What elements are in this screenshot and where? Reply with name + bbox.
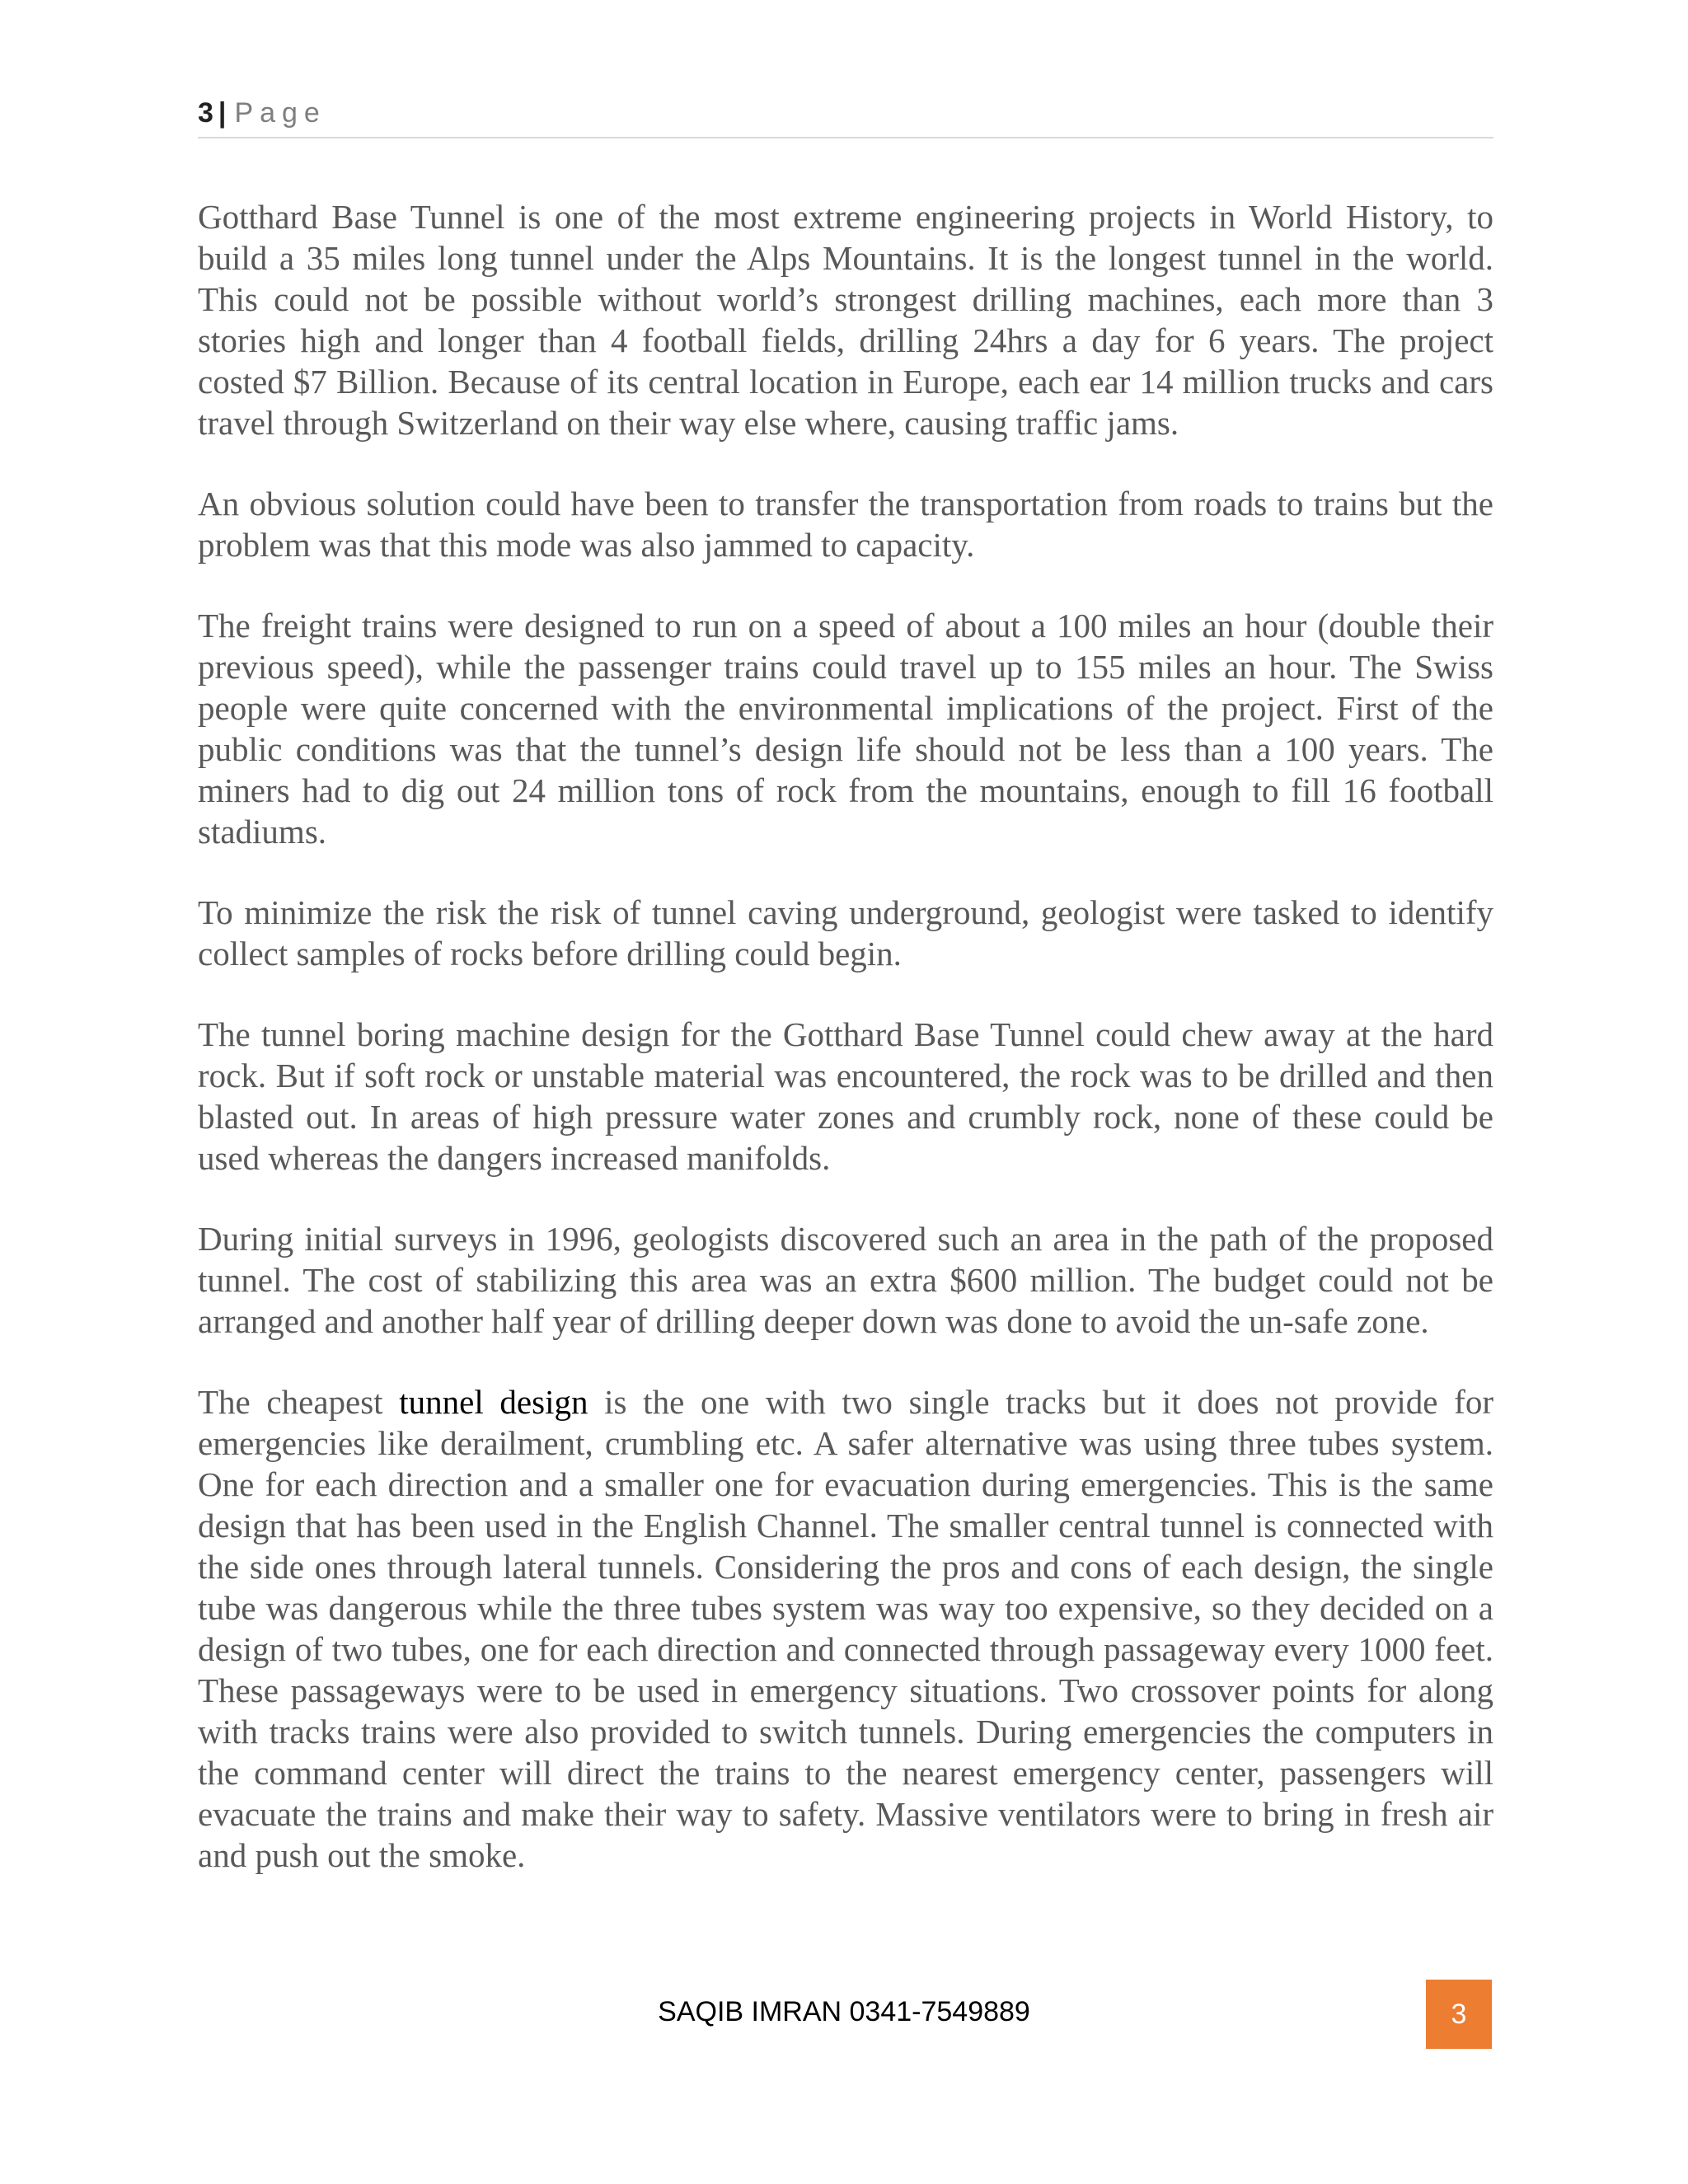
footer-author: SAQIB IMRAN 0341-7549889 — [658, 1996, 1030, 2027]
paragraph-5: The tunnel boring machine design for the Gotthard Base Tunnel could chew away at the hard rock. But if soft rock or unstable material was encountered, the rock was to be drilled and then blasted out. In areas of high pressure water zones and crumbly rock, none of these could be used whereas the dangers increased manifolds. — [198, 1015, 1493, 1177]
paragraph-4: To minimize the risk the risk of tunnel caving underground, geologist were tasked to identify collect samples of rocks before drilling could begin. — [198, 893, 1493, 972]
paragraph-7-rest: is the one with two single tracks but it does not provide for emergencies like derailment, crumbling etc. A safer alternative was using three tubes system. One for each direction and a smaller one for evacuation during emergencies. This is the same design that has been used in the English Channel. The smaller central tunnel is connected with the side ones through lateral tunnels. Considering the pros and cons of each design, the single tube was dangerous while the three tubes system was way too expensive, so they decided on a design of two tubes, one for each direction and connected through passageway every 1000 feet. These passageways were to be used in emergency situations. Two crossover points for along with tracks trains were also provided to switch tunnels. During emergencies the computers in the command center will direct the trains to the nearest emergency center, passengers will evacuate the trains and make their way to safety. Massive ventilators were to bring in fresh air and push out the smoke. — [198, 1383, 1493, 1874]
paragraph-7 — [198, 1381, 1493, 1876]
paragraph-7-start: The cheapest — [198, 1383, 400, 1421]
paragraph-6: During initial surveys in 1996, geologists discovered such an area in the path of the proposed tunnel. The cost of stabilizing this area was an extra $600 million. The budget could not be arranged and another half year of drilling deeper down was done to avoid the un-safe zone. — [198, 1220, 1493, 1340]
page-header — [198, 97, 1493, 138]
paragraph-1: Gotthard Base Tunnel is one of the most extreme engineering projects in World History, to build a 35 miles long tunnel under the Alps Mountains. It is the longest tunnel in the world. This could not be possible without world’s strongest drilling machines, each more than 3 stories high and longer than 4 football fields, drilling 24hrs a day for 6 years. The project costed $7 Billion. Because of its central location in Europe, each ear 14 million trucks and cars travel through Switzerland on their way else where, causing traffic jams. — [198, 198, 1493, 442]
paragraph-2: An obvious solution could have been to transfer the transportation from roads to trains but the problem was that this mode was also jammed to capacity. — [198, 485, 1493, 564]
document-body — [198, 196, 1493, 1915]
tunnel-design-link[interactable]: tunnel design — [399, 1383, 588, 1421]
footer-page-badge: 3 — [1426, 1980, 1492, 2049]
header-separator: | — [218, 97, 227, 129]
paragraph-3: The freight trains were designed to run on a speed of about a 100 miles an hour (double their previous speed), while the passenger trains could travel up to 155 miles an hour. The Swiss people were quite concerned with the environmental implications of the project. First of the public conditions was that the tunnel’s design life should not be less than a 100 years. The miners had to dig out 24 million tons of rock from the mountains, enough to fill 16 football stadiums. — [198, 607, 1493, 851]
header-page-number: 3 — [198, 97, 213, 129]
header-page-word: Page — [234, 97, 326, 129]
